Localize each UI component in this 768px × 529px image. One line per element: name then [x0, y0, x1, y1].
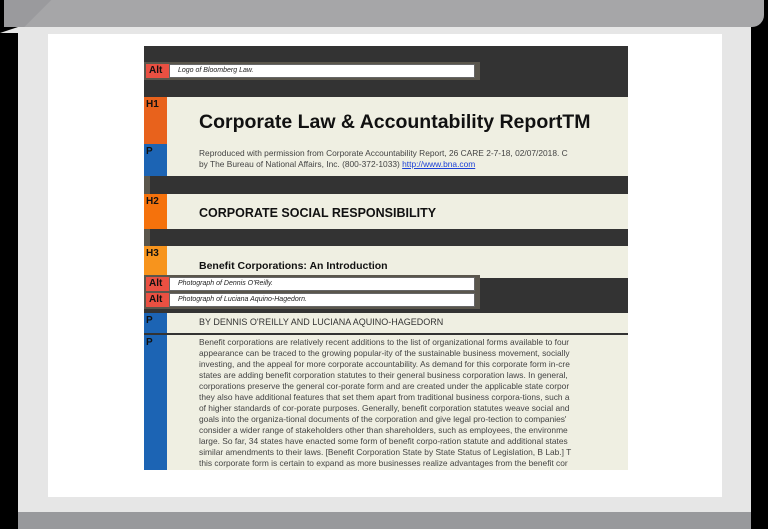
frame-notch [0, 27, 18, 33]
h1-row[interactable] [144, 97, 628, 147]
alt-text-photo-2[interactable]: Photograph of Luciana Aquino-Hagedorn. [169, 293, 475, 307]
body-line: large. So far, 34 states have enacted some form of benefit corpo-ration statute and additional states [199, 436, 568, 446]
p-body [167, 335, 628, 470]
permission-line-1: Reproduced with permission from Corporate Accountability Report, 26 CARE 2-7-18, 02/07/2018. C [199, 148, 568, 158]
body-line: corporations preserve the general cor-porate form and are created under the applicable state corpor [199, 381, 570, 391]
alt-row-photo-2[interactable] [146, 293, 478, 307]
body-line: similar amendments to their laws. [Benefit Corporation State by State Status of Legislation, B Lab.] T [199, 447, 572, 457]
h1-body [167, 97, 628, 147]
h3-row[interactable] [144, 246, 628, 278]
p-tag: P [144, 335, 167, 470]
tagged-document-view [144, 46, 628, 470]
permission-line-2 [199, 159, 475, 170]
h3-tag: H3 [144, 246, 167, 278]
p-row-permission[interactable] [144, 144, 628, 176]
gap-stripe [144, 176, 150, 194]
body-line: states are adding benefit corporation statutes to their general business corporation laws. In general, [199, 370, 568, 380]
byline-text: BY DENNIS O'REILLY AND LUCIANA AQUINO-HAGEDORN [199, 317, 444, 327]
body-line: investing, and the appeal for more corporate accountability. As demand for this corporate form in-cre [199, 359, 570, 369]
alt-text-logo[interactable]: Logo of Bloomberg Law. [169, 64, 475, 78]
p-tag: P [144, 144, 167, 176]
p-tag: P [144, 313, 167, 333]
alt-photos-wrapper [144, 275, 480, 309]
bna-link[interactable]: http://www.bna.com [402, 159, 476, 169]
alt-row-logo[interactable] [146, 64, 478, 78]
h2-heading: CORPORATE SOCIAL RESPONSIBILITY [199, 206, 437, 220]
alt-row-photo-1[interactable] [146, 277, 478, 291]
body-line: goals into the organiza-tional documents of the corporation and give legal pro-tection to companies' [199, 414, 567, 424]
h2-row[interactable] [144, 194, 628, 229]
top-bar-shading [4, 0, 94, 27]
alt-tag: Alt [146, 64, 169, 78]
h2-body [167, 194, 628, 229]
body-line: of higher standards of cor-porate purposes. Generally, benefit corporation statutes weave social and [199, 403, 570, 413]
alt-logo-wrapper [144, 62, 480, 80]
h2-tag: H2 [144, 194, 167, 229]
alt-tag: Alt [146, 293, 169, 307]
body-line: Benefit corporations are relatively recent additions to the list of organizational forms available to four [199, 337, 570, 347]
alt-text-photo-1[interactable]: Photograph of Dennis O'Reilly. [169, 277, 475, 291]
p-body [167, 144, 628, 176]
h1-heading: Corporate Law & Accountability ReportTM [199, 111, 591, 133]
p-row-body[interactable] [144, 335, 628, 470]
body-line: consider a wider range of stakeholders other than shareholders, such as employees, the environme [199, 425, 568, 435]
h3-body [167, 246, 628, 278]
window-top-bar [4, 0, 764, 27]
p-row-byline[interactable] [144, 313, 628, 333]
h3-heading: Benefit Corporations: An Introduction [199, 260, 388, 272]
h1-tag: H1 [144, 97, 167, 147]
body-line: appearance can be traced to the growing popular-ity of the sustainable business movement, socially [199, 348, 570, 358]
permission-line-2-text: by The Bureau of National Affairs, Inc. (800-372-1033) [199, 159, 403, 169]
alt-tag: Alt [146, 277, 169, 291]
p-body [167, 313, 628, 333]
window-bottom-bar [18, 512, 751, 529]
gap-stripe [144, 229, 150, 246]
body-line: this corporate form is certain to expand as more businesses realize advantages from the benefit cor [199, 458, 568, 468]
body-line: they also have additional features that set them apart from traditional business corpora-tions, such a [199, 392, 570, 402]
